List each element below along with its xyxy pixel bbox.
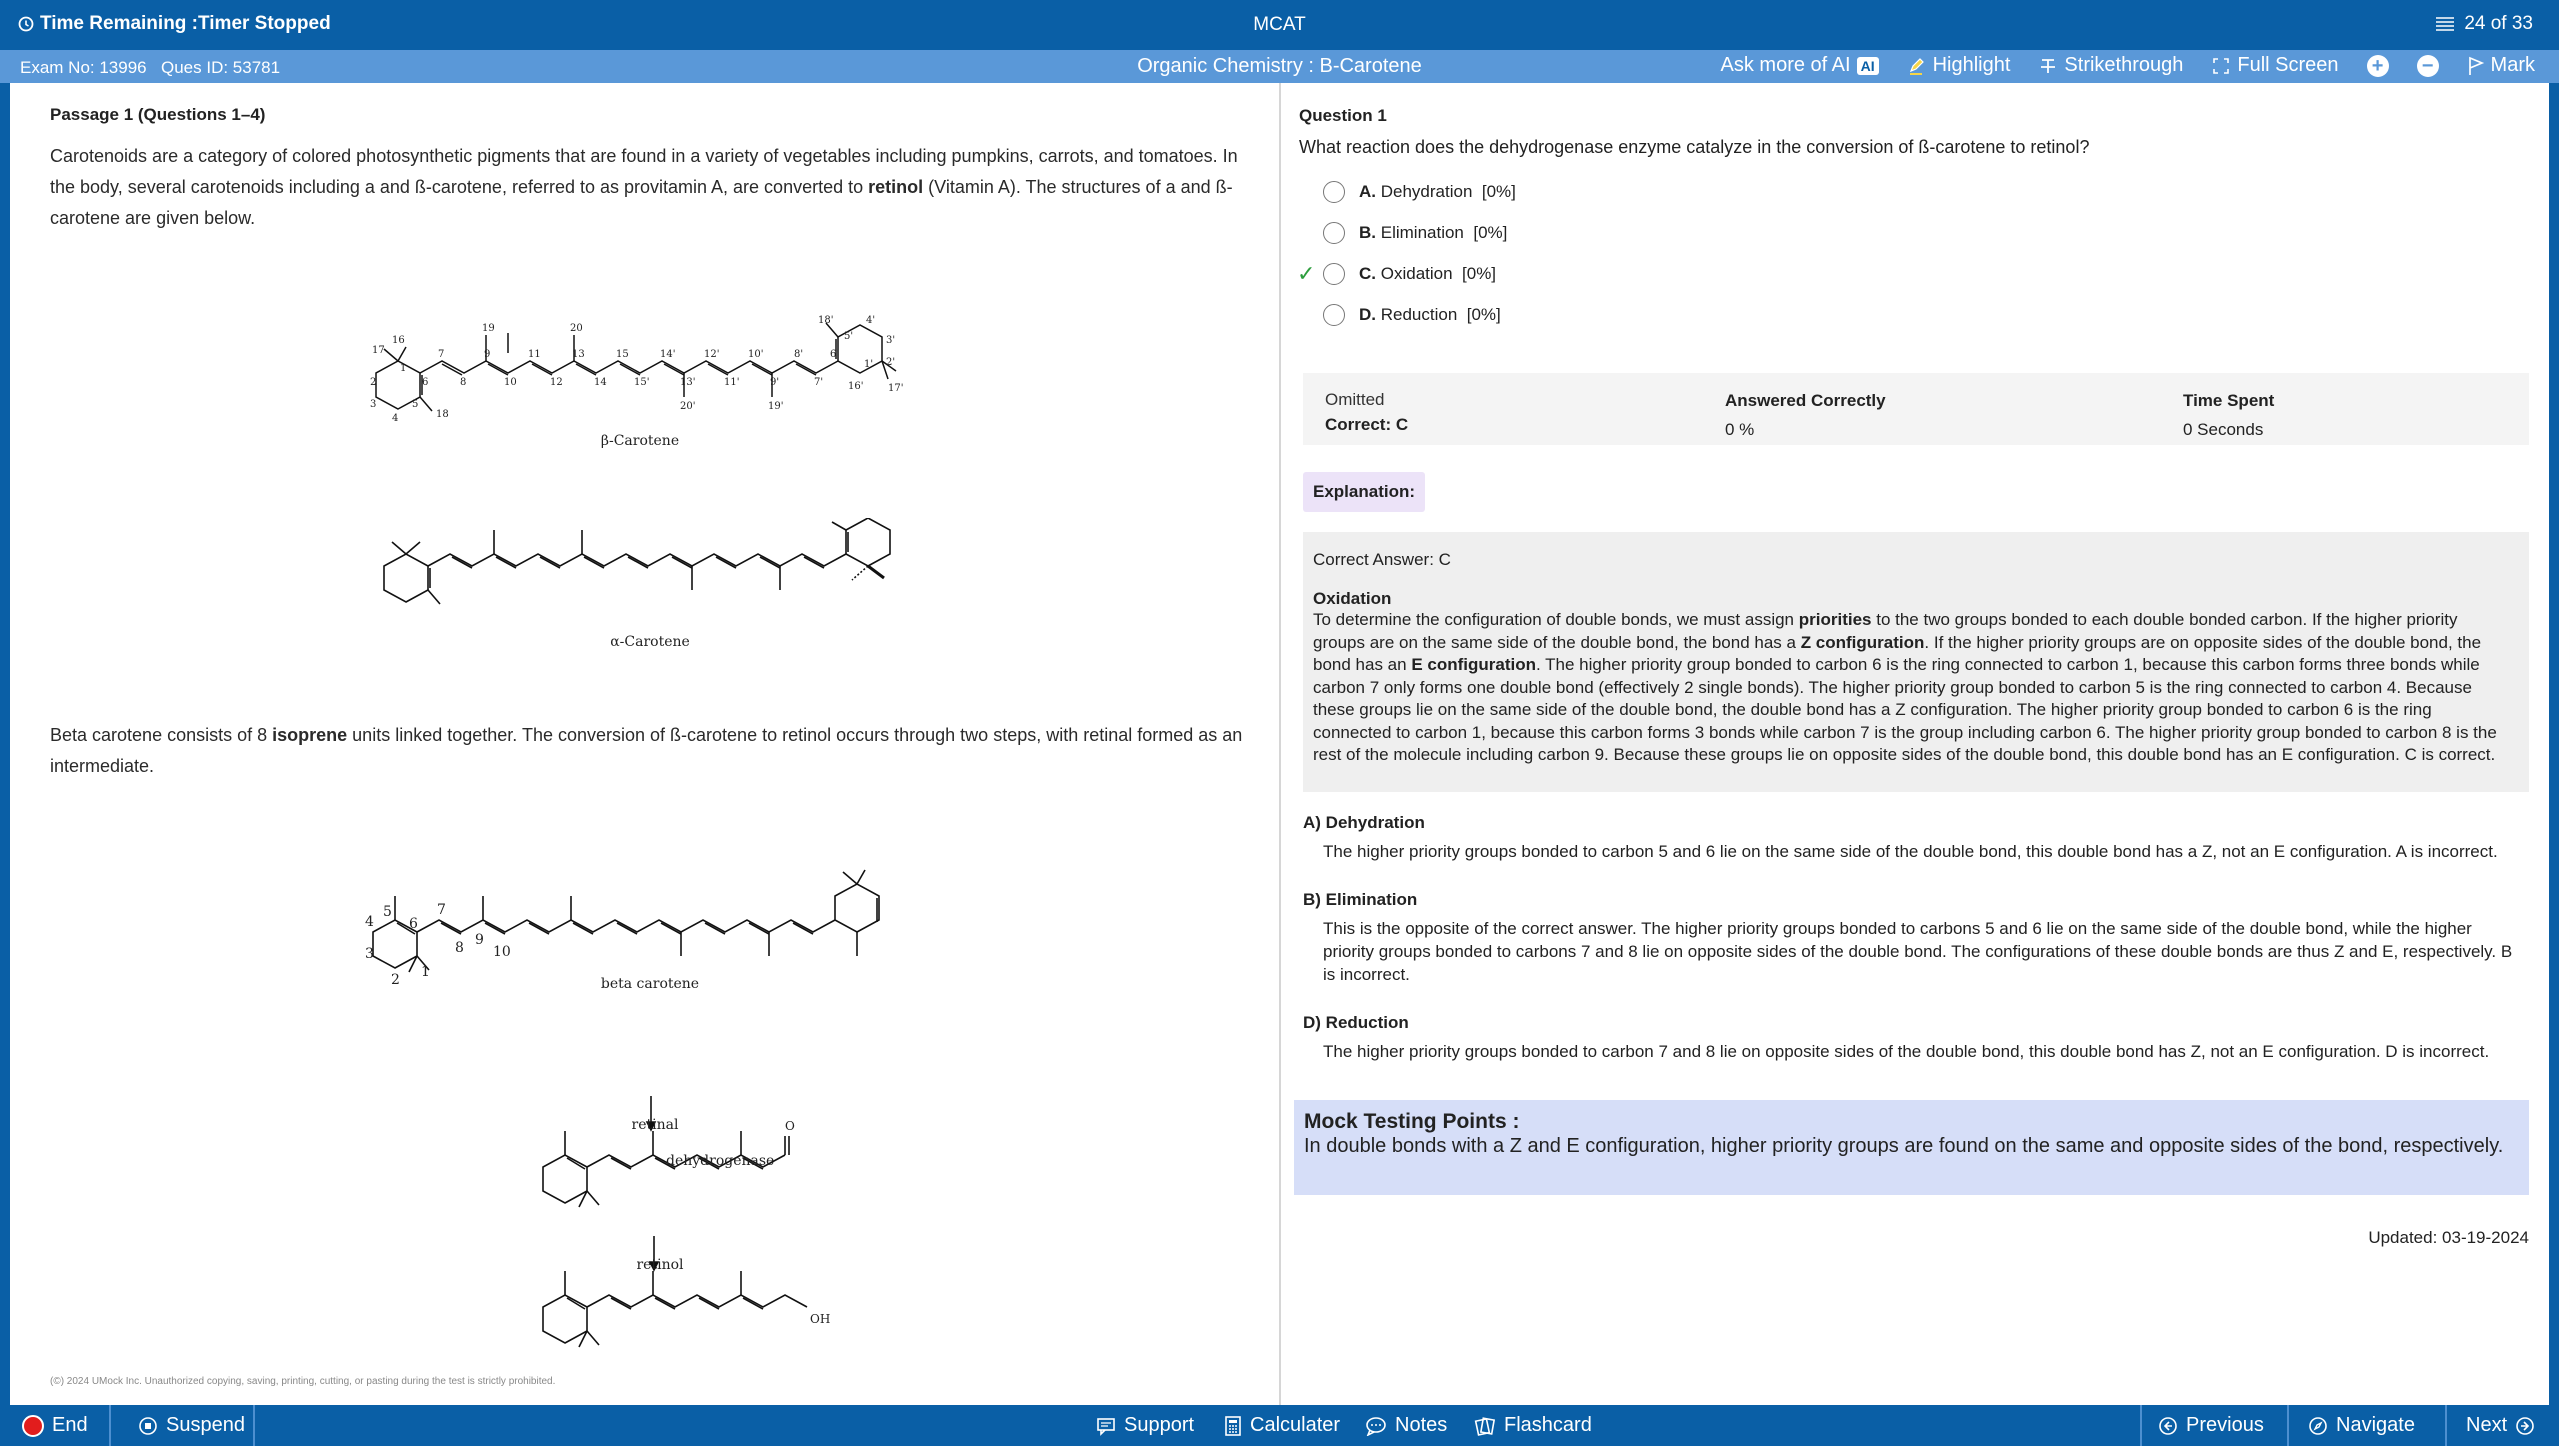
alt-b-heading: B) Elimination <box>1303 890 1418 909</box>
copyright-notice: (©) 2024 UMock Inc. Unauthorized copying, saving, printing, cutting, or pasting during the test is strictly prohibited. <box>50 1376 556 1387</box>
svg-text:OH: OH <box>810 1312 831 1326</box>
svg-text:11': 11' <box>724 377 740 388</box>
passage-paragraph-1 <box>50 141 1250 234</box>
notes-label: Notes <box>1395 1414 1448 1436</box>
mark-button[interactable] <box>2467 54 2535 77</box>
svg-text:4: 4 <box>365 914 374 930</box>
end-icon <box>22 1415 44 1437</box>
alt-d-heading: D) Reduction <box>1303 1013 1409 1032</box>
flashcard-icon <box>1474 1416 1496 1436</box>
radio-c[interactable] <box>1323 263 1345 285</box>
radio-b[interactable] <box>1323 222 1345 244</box>
svg-text:17': 17' <box>888 383 904 394</box>
arrow-left-circle-icon <box>2158 1416 2178 1436</box>
svg-text:15': 15' <box>634 377 650 388</box>
zoom-out-icon[interactable]: − <box>2417 55 2439 77</box>
radio-d[interactable] <box>1323 304 1345 326</box>
question-label: Question 1 <box>1299 106 1387 125</box>
option-b[interactable] <box>1323 222 1507 244</box>
svg-text:17: 17 <box>372 345 385 356</box>
support-label: Support <box>1124 1414 1195 1436</box>
passage-panel <box>10 83 1279 1405</box>
exam-number: Exam No: 13996 <box>20 58 147 77</box>
svg-text:20: 20 <box>570 323 583 334</box>
retinal-label: retinal <box>631 1117 679 1133</box>
next-label: Next <box>2466 1414 2508 1436</box>
time-spent-value: 0 Seconds <box>2183 420 2264 439</box>
svg-text:1: 1 <box>421 964 430 980</box>
passage-paragraph-2 <box>50 720 1250 782</box>
updated-date: Updated: 03-19-2024 <box>2368 1228 2529 1247</box>
svg-text:10: 10 <box>493 944 511 960</box>
suspend-button[interactable] <box>138 1405 245 1446</box>
ai-icon: AI <box>1857 57 1879 75</box>
arrow-right-circle-icon <box>2515 1416 2535 1436</box>
answered-correctly-heading: Answered Correctly <box>1725 391 1886 410</box>
option-c[interactable] <box>1323 263 1496 285</box>
alpha-carotene-label: α-Carotene <box>610 634 690 650</box>
p1-bold-retinol: retinol <box>868 177 924 197</box>
ask-ai-label: Ask more of AI <box>1720 54 1851 76</box>
p2-bold-isoprene: isoprene <box>272 725 348 745</box>
alt-a-text: The higher priority groups bonded to carbon 5 and 6 lie on the same side of the double bond, this double bond has a Z, not an E configuration. A is incorrect. <box>1323 842 2498 861</box>
time-spent-heading: Time Spent <box>2183 391 2275 410</box>
compass-icon <box>2308 1416 2328 1436</box>
svg-text:9': 9' <box>770 377 780 388</box>
alt-d-text: The higher priority groups bonded to carbon 7 and 8 lie on opposite sides of the double bond, this double bond has Z, not an E configuration. D is incorrect. <box>1323 1042 2490 1061</box>
radio-a[interactable] <box>1323 181 1345 203</box>
svg-text:6: 6 <box>422 377 429 388</box>
flashcard-label: Flashcard <box>1504 1414 1592 1436</box>
zoom-in-icon[interactable]: + <box>2367 55 2389 77</box>
flashcard-button[interactable] <box>1474 1405 1592 1446</box>
end-button[interactable] <box>22 1405 88 1446</box>
timer <box>18 13 331 35</box>
beta-carotene-label: β-Carotene <box>600 433 680 449</box>
svg-text:5: 5 <box>412 399 419 410</box>
passage-title: Passage 1 (Questions 1–4) <box>50 105 266 124</box>
flag-icon <box>2467 56 2485 76</box>
top-bar <box>0 0 2559 50</box>
svg-text:9: 9 <box>475 932 484 948</box>
svg-text:7: 7 <box>438 349 445 360</box>
strikethrough-label: Strikethrough <box>2064 54 2184 76</box>
end-label: End <box>52 1414 88 1436</box>
app-title: MCAT <box>1253 14 1306 35</box>
questions-list-icon <box>2434 16 2456 32</box>
explanation-heading: Oxidation <box>1313 589 1392 608</box>
toolbar <box>1721 54 2535 77</box>
svg-text:13: 13 <box>572 349 585 360</box>
svg-text:2': 2' <box>886 357 896 368</box>
svg-text:12': 12' <box>704 349 720 360</box>
svg-text:3: 3 <box>365 946 374 962</box>
frame-right <box>2549 83 2559 1405</box>
separator <box>2445 1405 2447 1446</box>
svg-text:1': 1' <box>864 359 874 370</box>
previous-button[interactable] <box>2158 1405 2264 1446</box>
svg-text:4': 4' <box>866 315 876 326</box>
svg-text:18': 18' <box>818 315 834 326</box>
svg-text:2: 2 <box>391 972 400 988</box>
notes-icon <box>1365 1416 1387 1436</box>
mock-text: In double bonds with a Z and E configuration, higher priority groups are found on the same and opposite sides of the bond, respectively. <box>1304 1135 2504 1157</box>
svg-text:12: 12 <box>550 377 563 388</box>
separator <box>2140 1405 2142 1446</box>
ask-ai-button[interactable] <box>1721 54 1879 77</box>
strikethrough-button[interactable] <box>2038 54 2183 77</box>
svg-text:6': 6' <box>830 349 840 360</box>
explanation-box <box>1303 532 2529 792</box>
strikethrough-icon <box>2038 56 2058 76</box>
separator <box>253 1405 255 1446</box>
option-c-text: C. Oxidation [0%] <box>1359 264 1497 283</box>
svg-text:7: 7 <box>437 902 446 918</box>
fullscreen-icon <box>2211 56 2231 76</box>
full-screen-button[interactable] <box>2211 54 2338 77</box>
p1-text-a: Carotenoids are a category of colored photosynthetic pigments that are found in a variety of vegetables including pumpkins, carrots, and tomatoes. In the body, several carotenoids including a and ß-carotene, referred to as provitamin A, are converted to <box>50 146 1238 197</box>
counter-text: 24 of 33 <box>2464 13 2533 34</box>
alt-a-heading: A) Dehydration <box>1303 813 1425 832</box>
correct-check-icon: ✓ <box>1297 261 1316 286</box>
svg-text:15: 15 <box>616 349 629 360</box>
navigate-label: Navigate <box>2336 1414 2415 1436</box>
svg-text:4: 4 <box>392 413 399 424</box>
mock-heading: Mock Testing Points : <box>1304 1110 1520 1133</box>
explanation-correct-answer: Correct Answer: C <box>1313 550 1451 569</box>
alt-b-text: This is the opposite of the correct answer. The higher priority groups bonded to carbons 5 and 6 lie on the same side of the double bond, while the higher priority groups bonded to carbons 7 and 8 lie on opposite sides of the double bond. The configurations of these double bonds are thus Z and E, respectively. B is incorrect. <box>1323 919 2513 984</box>
navigate-button[interactable] <box>2308 1405 2415 1446</box>
option-a[interactable] <box>1323 181 1516 203</box>
previous-label: Previous <box>2186 1414 2264 1436</box>
svg-text:3: 3 <box>370 399 377 410</box>
svg-text:O: O <box>785 1119 795 1133</box>
answered-correctly-value: 0 % <box>1725 420 1755 439</box>
alpha-carotene-structure <box>380 518 910 618</box>
svg-text:3': 3' <box>886 335 896 346</box>
svg-text:11: 11 <box>528 349 541 360</box>
option-b-text: B. Elimination [0%] <box>1359 223 1508 242</box>
separator <box>2287 1405 2289 1446</box>
svg-text:14': 14' <box>660 349 676 360</box>
svg-text:8: 8 <box>455 940 464 956</box>
frame-left <box>0 83 10 1405</box>
separator <box>109 1405 111 1446</box>
suspend-icon <box>138 1416 158 1436</box>
timer-text: Time Remaining :Timer Stopped <box>40 13 331 34</box>
question-text: What reaction does the dehydrogenase enzyme catalyze in the conversion of ß-carotene to retinol? <box>1299 137 2090 157</box>
correct-answer-text: Correct: C <box>1325 415 1409 434</box>
explanation-body: To determine the configuration of double bonds, we must assign priorities to the two groups bonded to each double bonded carbon. If the higher priority groups are on the same side of the double bond, the bond has a Z configuration. If the higher priority groups are on opposite sides of the double bond, the bond has an E configuration. The higher priority group bonded to carbon 6 is the ring connected to carbon 1, because this carbon forms three bonds while carbon 7 only forms one double bond (effectively 2 single bonds). The higher priority group bonded to carbon 5 is the ring connected to carbon 4. Because these groups lie on the same side of the double bond, the double bond has a Z configuration. The higher priority group bonded to carbon 6 is the ring connected to carbon 1, because this carbon forms 3 bonds while carbon 7 is the group including carbon 6. The higher priority group bonded to carbon 8 is the rest of the molecule including carbon 9. Because these groups lie on opposite sides of the double bond, this double bond has an E configuration. C is correct. <box>1313 610 2497 764</box>
full-screen-label: Full Screen <box>2237 54 2339 76</box>
highlight-button[interactable] <box>1907 54 2011 77</box>
answer-stats <box>1303 373 2529 445</box>
calculator-icon <box>1224 1416 1242 1436</box>
retinol-label: retinol <box>636 1257 684 1273</box>
svg-text:8': 8' <box>794 349 804 360</box>
svg-text:7': 7' <box>814 377 824 388</box>
svg-text:9: 9 <box>484 349 491 360</box>
topic-title: Organic Chemistry : B-Carotene <box>1137 55 1422 77</box>
mark-label: Mark <box>2490 54 2535 76</box>
bottom-bar <box>0 1405 2559 1446</box>
suspend-label: Suspend <box>166 1414 245 1436</box>
svg-text:19': 19' <box>768 401 784 412</box>
omitted-text: Omitted <box>1325 390 1385 409</box>
calculator-label: Calculater <box>1250 1414 1341 1436</box>
option-a-text: A. Dehydration [0%] <box>1359 182 1516 201</box>
option-d-text: D. Reduction [0%] <box>1359 305 1501 324</box>
svg-text:18: 18 <box>436 409 449 420</box>
highlight-label: Highlight <box>1932 54 2011 76</box>
dehydrogenase-label: dehydrogenase <box>666 1153 775 1169</box>
svg-text:13': 13' <box>680 377 696 388</box>
svg-text:1: 1 <box>400 363 407 374</box>
svg-text:6: 6 <box>409 916 418 932</box>
p2-text-a: Beta carotene consists of 8 <box>50 725 273 745</box>
clock-icon <box>18 16 34 32</box>
svg-text:16': 16' <box>848 381 864 392</box>
svg-text:2: 2 <box>370 377 377 388</box>
explanation-tag: Explanation: <box>1303 472 1425 512</box>
svg-text:5': 5' <box>844 331 854 342</box>
highlighter-icon <box>1907 56 1927 76</box>
question-counter <box>2434 13 2533 35</box>
chat-icon <box>1096 1416 1116 1436</box>
mock-testing-points <box>1294 1100 2529 1195</box>
svg-text:8: 8 <box>460 377 467 388</box>
svg-text:10': 10' <box>748 349 764 360</box>
support-button[interactable] <box>1096 1405 1194 1446</box>
svg-text:19: 19 <box>482 323 495 334</box>
svg-text:10: 10 <box>504 377 517 388</box>
p2-text-c: units linked together. The conversion of ß-carotene to retinol occurs through two steps, with retinal formed as an intermediate. <box>50 725 1243 776</box>
sub-bar <box>0 50 2559 83</box>
question-panel <box>1281 83 2549 1405</box>
notes-button[interactable] <box>1365 1405 1447 1446</box>
next-button[interactable] <box>2466 1405 2535 1446</box>
svg-text:5: 5 <box>383 904 392 920</box>
beta-carotene-2-label: beta carotene <box>600 976 700 992</box>
option-d[interactable] <box>1323 304 1501 326</box>
svg-text:20': 20' <box>680 401 696 412</box>
p1-text-c: (Vitamin A). The structures of a and ß-carotene are given below. <box>50 177 1233 228</box>
calculator-button[interactable] <box>1224 1405 1340 1446</box>
svg-text:14: 14 <box>594 377 607 388</box>
question-id: Ques ID: 53781 <box>161 58 281 77</box>
svg-text:16: 16 <box>392 335 405 346</box>
